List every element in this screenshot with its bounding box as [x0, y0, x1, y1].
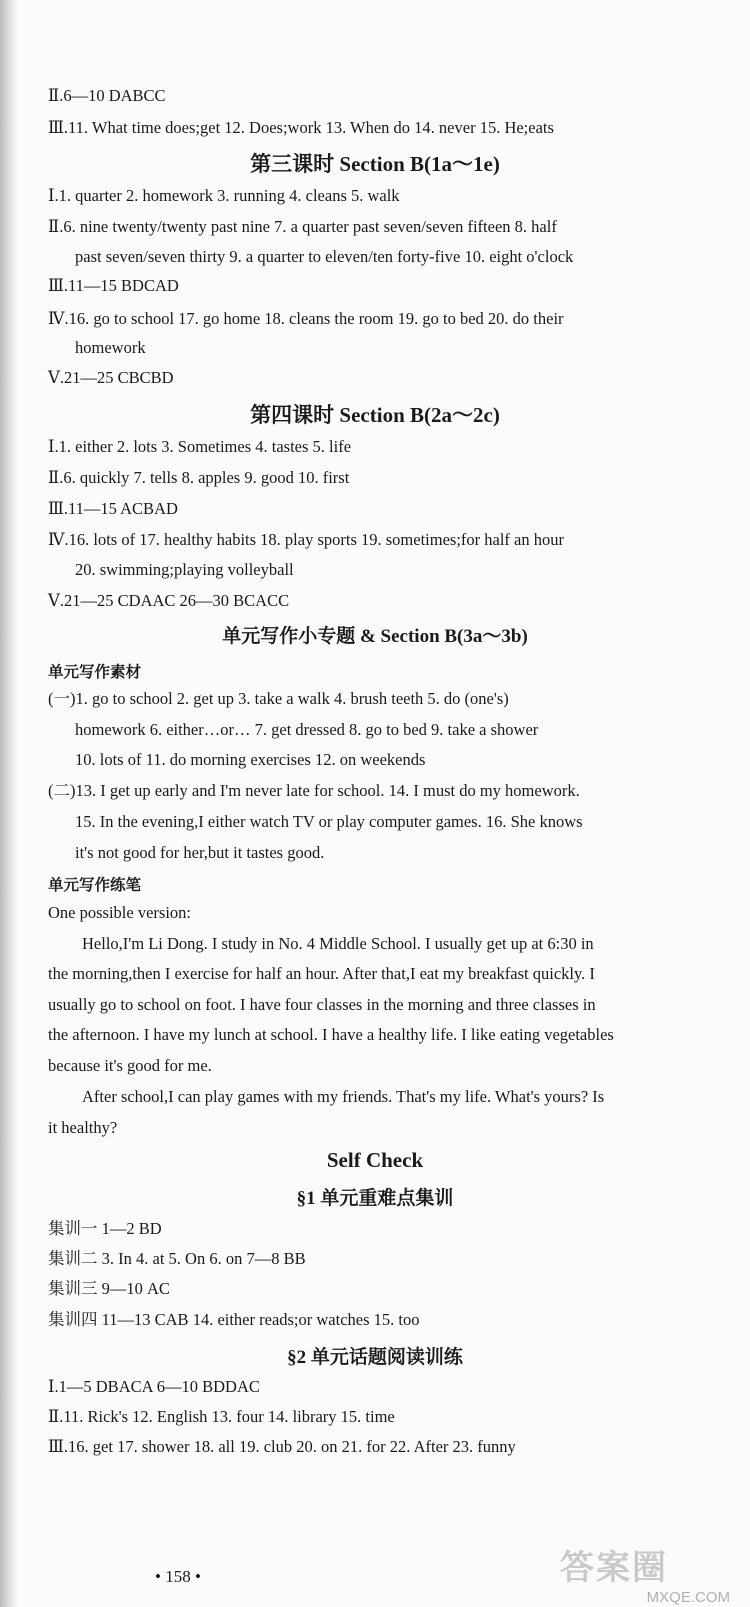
subheading: 单元写作练笔	[48, 876, 142, 894]
essay-line: One possible version:	[48, 903, 191, 922]
answer-line: (二)13. I get up early and I'm never late for school. 14. I must do my homework.	[48, 781, 580, 800]
essay-line: usually go to school on foot. I have four classes in the morning and three classes in	[48, 995, 596, 1014]
answer-line: homework 6. either…or… 7. get dressed 8. go to bed 9. take a shower	[75, 720, 539, 739]
subheading: 单元写作素材	[48, 663, 142, 681]
answer-line: (一)1. go to school 2. get up 3. take a walk 4. brush teeth 5. do (one's)	[48, 689, 509, 708]
answer-line: Ⅲ.11. What time does;get 12. Does;work 13. When do 14. never 15. He;eats	[48, 118, 554, 137]
essay-line: the morning,then I exercise for half an hour. After that,I eat my breakfast quickly. I	[48, 964, 595, 983]
answer-line: Ⅱ.6. quickly 7. tells 8. apples 9. good 10. first	[48, 468, 350, 487]
essay-line: it healthy?	[48, 1118, 118, 1137]
section-heading: 第三课时 Section B(1a～1e)	[250, 152, 500, 176]
watermark-logo	[560, 1540, 730, 1606]
answer-line: 集训四 11—13 CAB 14. either reads;or watches 15. too	[48, 1310, 420, 1329]
answer-line: 10. lots of 11. do morning exercises 12. on weekends	[75, 750, 426, 769]
answer-line: Ⅰ.1. either 2. lots 3. Sometimes 4. tastes 5. life	[48, 437, 352, 456]
answer-line: 20. swimming;playing volleyball	[75, 560, 294, 579]
watermark-url: MXQE.COM	[646, 1589, 730, 1606]
section-heading: §2 单元话题阅读训练	[287, 1347, 463, 1368]
essay-line: After school,I can play games with my friends. That's my life. What's yours? Is	[82, 1087, 605, 1106]
answer-line: Ⅲ.11—15 ACBAD	[48, 499, 178, 518]
answer-line: Ⅱ.6. nine twenty/twenty past nine 7. a quarter past seven/seven fifteen 8. half	[48, 217, 557, 236]
section-heading: 单元写作小专题 & Section B(3a～3b)	[222, 626, 528, 647]
answer-line: Ⅴ.21—25 CBCBD	[48, 368, 174, 387]
answer-line: Ⅲ.11—15 BDCAD	[48, 276, 179, 295]
answer-line: homework	[75, 338, 146, 357]
answer-line: Ⅱ.6—10 DABCC	[48, 86, 166, 105]
answer-line: 集训二 3. In 4. at 5. On 6. on 7—8 BB	[48, 1249, 306, 1268]
answer-line: Ⅳ.16. lots of 17. healthy habits 18. play sports 19. sometimes;for half an hour	[48, 530, 564, 549]
page-number: • 158 •	[155, 1567, 201, 1586]
answer-line: 集训一 1—2 BD	[48, 1219, 162, 1238]
essay-line: because it's good for me.	[48, 1056, 212, 1075]
answer-line: 集训三 9—10 AC	[48, 1279, 170, 1298]
answer-line: past seven/seven thirty 9. a quarter to eleven/ten forty-five 10. eight o'clock	[75, 247, 574, 266]
answer-line: Ⅳ.16. go to school 17. go home 18. cleans the room 19. go to bed 20. do their	[48, 309, 564, 328]
watermark-text: 答案圈	[560, 1548, 668, 1588]
section-heading: Self Check	[326, 1148, 424, 1172]
answer-line: Ⅰ.1. quarter 2. homework 3. running 4. cleans 5. walk	[48, 186, 400, 205]
answer-line: it's not good for her,but it tastes good.	[75, 843, 325, 862]
section-heading: 第四课时 Section B(2a～2c)	[250, 403, 500, 427]
answer-line: 15. In the evening,I either watch TV or play computer games. 16. She knows	[75, 812, 583, 831]
answer-line: Ⅲ.16. get 17. shower 18. all 19. club 20. on 21. for 22. After 23. funny	[48, 1437, 516, 1456]
essay-line: Hello,I'm Li Dong. I study in No. 4 Middle School. I usually get up at 6:30 in	[82, 934, 594, 953]
answer-line: Ⅰ.1—5 DBACA 6—10 BDDAC	[48, 1377, 260, 1396]
answer-line: Ⅴ.21—25 CDAAC 26—30 BCACC	[48, 591, 290, 610]
section-heading: §1 单元重难点集训	[296, 1188, 454, 1209]
answer-line: Ⅱ.11. Rick's 12. English 13. four 14. library 15. time	[48, 1407, 395, 1426]
essay-line: the afternoon. I have my lunch at school. I have a healthy life. I like eating vegetables	[48, 1025, 614, 1044]
